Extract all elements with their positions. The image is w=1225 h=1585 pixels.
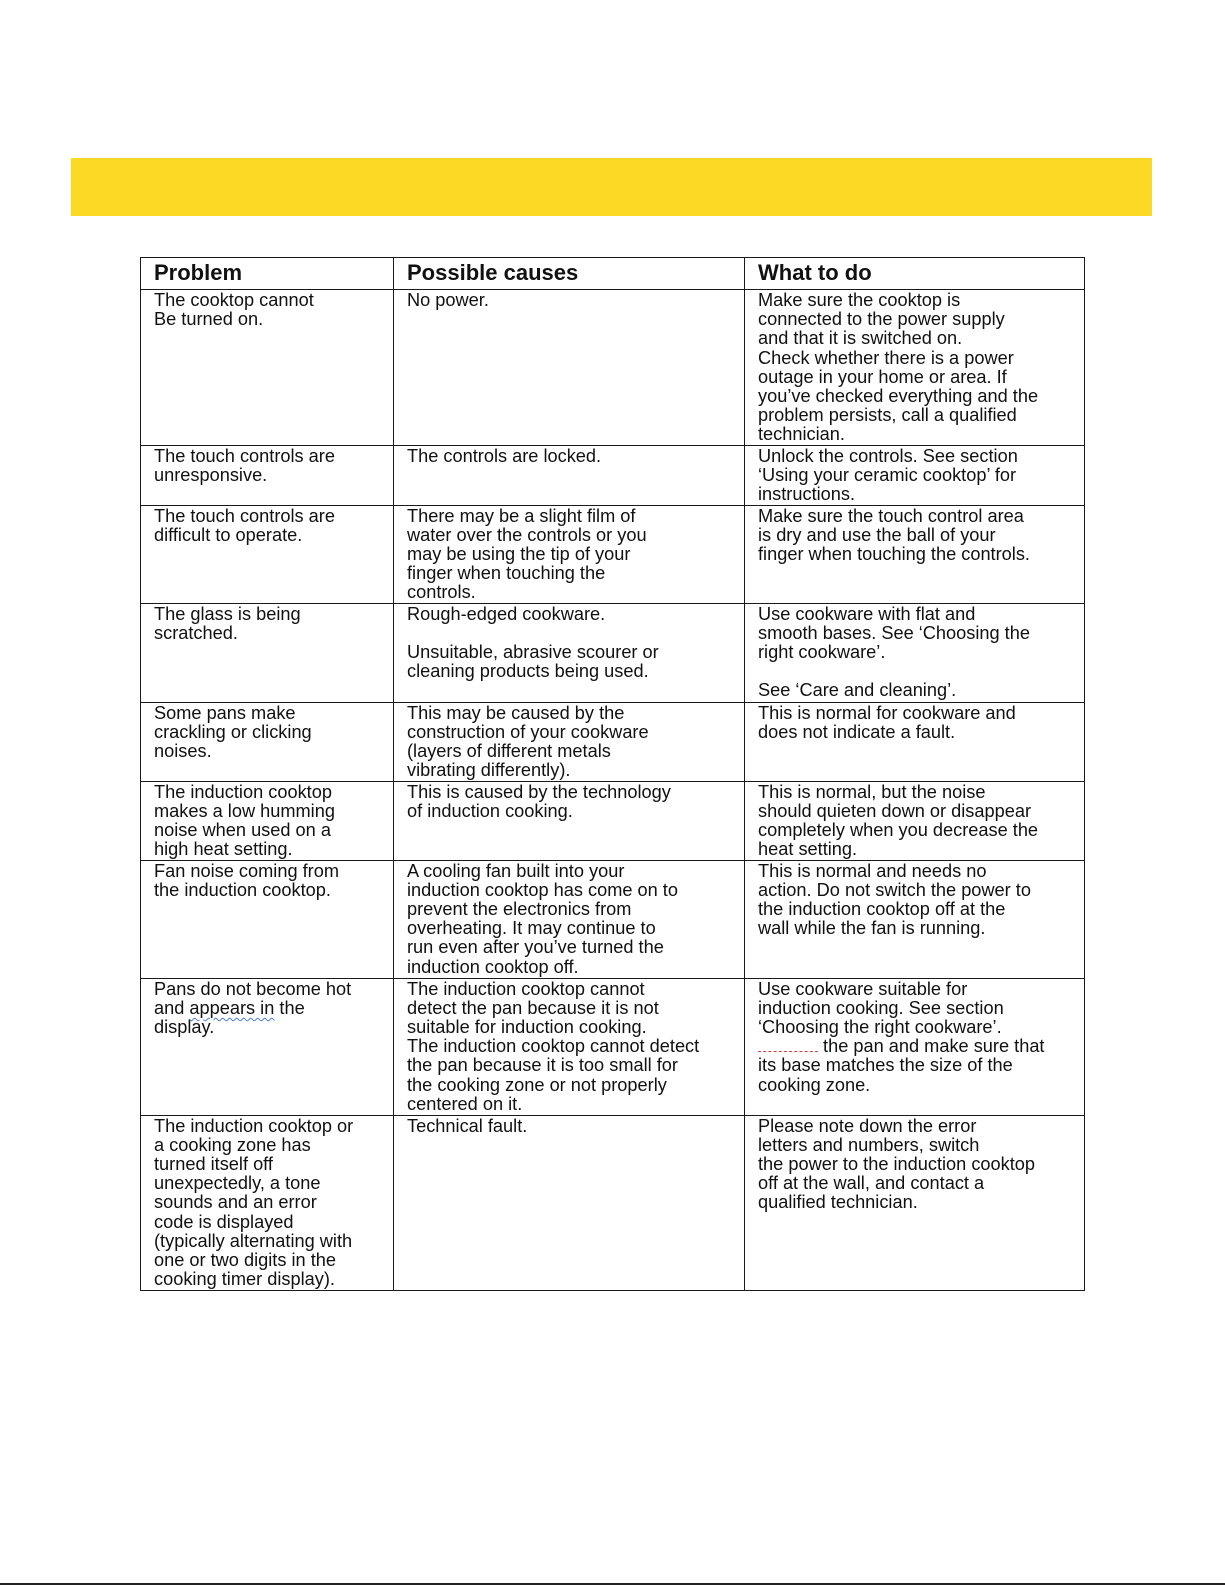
action-cell: Make sure the cooktop is connected to the power supply and that it is switched on. Check whether there is a power outage in your home or area. If you’ve checked everything and the problem persists, call a qualified technician.	[745, 290, 1085, 446]
causes-cell: The controls are locked.	[394, 445, 745, 505]
spellcheck-flagged-text: appears in	[189, 997, 275, 1018]
problem-text-end: the display.	[154, 997, 305, 1038]
action-cell: Make sure the touch control area is dry and use the ball of your finger when touching the controls.	[745, 505, 1085, 603]
action-cell: This is normal for cookware and does not indicate a fault.	[745, 702, 1085, 781]
problem-cell: The touch controls are difficult to operate.	[141, 505, 394, 603]
table-row	[141, 781, 1085, 860]
action-cell: Please note down the error letters and numbers, switch the power to the induction cooktop off at the wall, and contact a qualified technician.	[745, 1115, 1085, 1290]
action-cell: Use cookware with flat and smooth bases. See ‘Choosing the right cookware’. See ‘Care and cleaning’.	[745, 603, 1085, 702]
problem-cell: Fan noise coming from the induction cooktop.	[141, 860, 394, 978]
troubleshooting-table	[140, 257, 1085, 1291]
action-cell: This is normal, but the noise should quieten down or disappear completely when you decrease the heat setting.	[745, 781, 1085, 860]
action-cell	[745, 978, 1085, 1115]
problem-cell: The induction cooktop or a cooking zone has turned itself off unexpectedly, a tone sounds and an error code is displayed (typically alternating with one or two digits in the cooking timer display).	[141, 1115, 394, 1290]
causes-cell: This is caused by the technology of induction cooking.	[394, 781, 745, 860]
action-cell: This is normal and needs no action. Do not switch the power to the induction cooktop off at the wall while the fan is running.	[745, 860, 1085, 978]
problem-cell: The cooktop cannot Be turned on.	[141, 290, 394, 446]
problem-cell: The glass is being scratched.	[141, 603, 394, 702]
table-row	[141, 505, 1085, 603]
header-banner	[71, 158, 1152, 216]
table-row	[141, 445, 1085, 505]
table-row	[141, 702, 1085, 781]
header-what-to-do: What to do	[745, 258, 1085, 290]
action-text-end: the pan and make sure that its base matches the size of the cooking zone.	[758, 1036, 1045, 1095]
causes-cell: No power.	[394, 290, 745, 446]
table-row	[141, 290, 1085, 446]
table-row	[141, 603, 1085, 702]
table-row	[141, 1115, 1085, 1290]
table-header-row	[141, 258, 1085, 290]
causes-cell: Rough-edged cookware. Unsuitable, abrasive scourer or cleaning products being used.	[394, 603, 745, 702]
problem-cell: Some pans make crackling or clicking noises.	[141, 702, 394, 781]
problem-cell: The touch controls are unresponsive.	[141, 445, 394, 505]
problem-cell	[141, 978, 394, 1115]
table-row	[141, 860, 1085, 978]
header-possible-causes: Possible causes	[394, 258, 745, 290]
problem-text-start: Pans do not become hot and	[154, 978, 352, 1018]
header-problem: Problem	[141, 258, 394, 290]
missing-word-mark	[758, 1037, 818, 1052]
table-row	[141, 978, 1085, 1115]
problem-cell: The induction cooktop makes a low humming noise when used on a high heat setting.	[141, 781, 394, 860]
causes-cell: The induction cooktop cannot detect the pan because it is not suitable for induction cooking. The induction cooktop cannot detect the pan because it is too small for the cooking zone or not properly centered on it.	[394, 978, 745, 1115]
action-cell: Unlock the controls. See section ‘Using your ceramic cooktop’ for instructions.	[745, 445, 1085, 505]
causes-cell: Technical fault.	[394, 1115, 745, 1290]
causes-cell: There may be a slight film of water over the controls or you may be using the tip of your finger when touching the controls.	[394, 505, 745, 603]
causes-cell: A cooling fan built into your induction cooktop has come on to prevent the electronics from overheating. It may continue to run even after you’ve turned the induction cooktop off.	[394, 860, 745, 978]
action-text-start: Use cookware suitable for induction cooking. See section ‘Choosing the right cookware’.	[758, 978, 1004, 1038]
causes-cell: This may be caused by the construction of your cookware (layers of different metals vibrating differently).	[394, 702, 745, 781]
